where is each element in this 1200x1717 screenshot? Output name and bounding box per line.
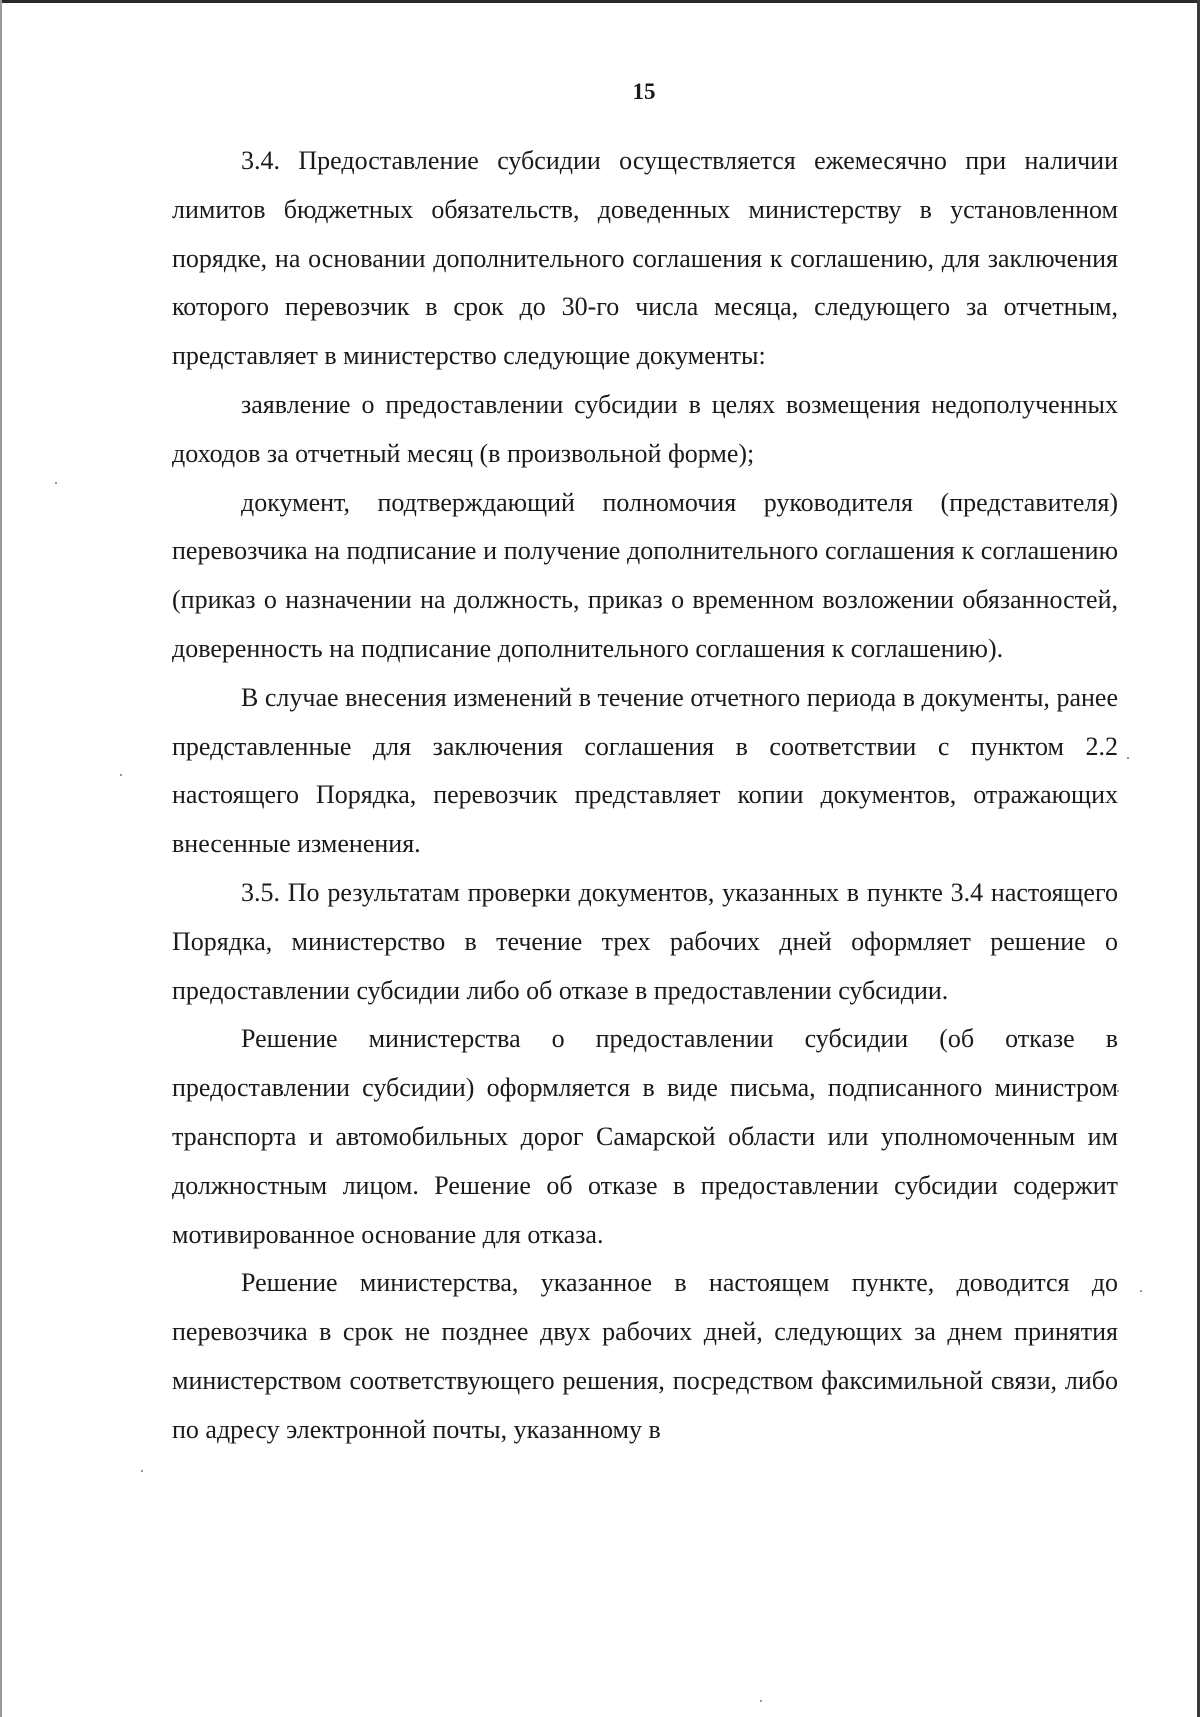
paragraph-3-5: 3.5. По результатам проверки документов, указанных в пункте 3.4 настоящего Порядка, министерство в течение трех рабочих дней оформляет решение о предоставлении субсидии либо об отказе в предоставлении субсидии.	[172, 877, 1118, 1005]
paragraph-decision-letter: Решение министерства о предоставлении субсидии (об отказе в предоставлении субсидии) оформляется в виде письма, подписанного министром транспорта и автомобильных дорог Самарской области или уполномоченным им должностным лицом. Решение об отказе в предоставлении субсидии содержит мотивированное основание для отказа.	[172, 1024, 1118, 1249]
scan-speck	[1140, 1290, 1142, 1292]
paragraph-authority-document: документ, подтверждающий полномочия руководителя (представителя) перевозчика на подписание и получение дополнительного соглашения к соглашению (приказ о назначении на должность, приказ о временном возложении обязанностей, доверенность на подписание дополнительного соглашения к соглашению).	[172, 487, 1118, 663]
scan-speck	[760, 1700, 762, 1702]
paragraph-changes: В случае внесения изменений в течение отчетного периода в документы, ранее представленные для заключения соглашения в соответствии с пунктом 2.2 настоящего Порядка, перевозчик представляет копии документов, отражающих внесенные изменения.	[172, 682, 1118, 859]
scan-speck	[55, 482, 57, 484]
scan-speck	[120, 774, 122, 776]
paragraph-3-4: 3.4. Предоставление субсидии осуществляется ежемесячно при наличии лимитов бюджетных обязательств, доведенных министерству в установленном порядке, на основании дополнительного соглашения к соглашению, для заключения которого перевозчик в срок до 30-го числа месяца, следующего за отчетным, представляет в министерство следующие документы:	[172, 146, 1118, 371]
scan-left-edge	[0, 0, 2, 1717]
document-body	[172, 137, 1118, 1455]
scan-speck	[1127, 757, 1129, 759]
page-number: 15	[632, 79, 656, 104]
scan-speck	[141, 1470, 143, 1472]
paragraph-decision-delivery: Решение министерства, указанное в настоящем пункте, доводится до перевозчика в срок не позднее двух рабочих дней, следующих за днем принятия министерством соответствующего решения, посредством факсимильной связи, либо по адресу электронной почты, указанному в	[172, 1268, 1118, 1444]
scan-top-edge	[0, 0, 1200, 3]
paragraph-application: заявление о предоставлении субсидии в целях возмещения недополученных доходов за отчетный месяц (в произвольной форме);	[172, 389, 1118, 468]
